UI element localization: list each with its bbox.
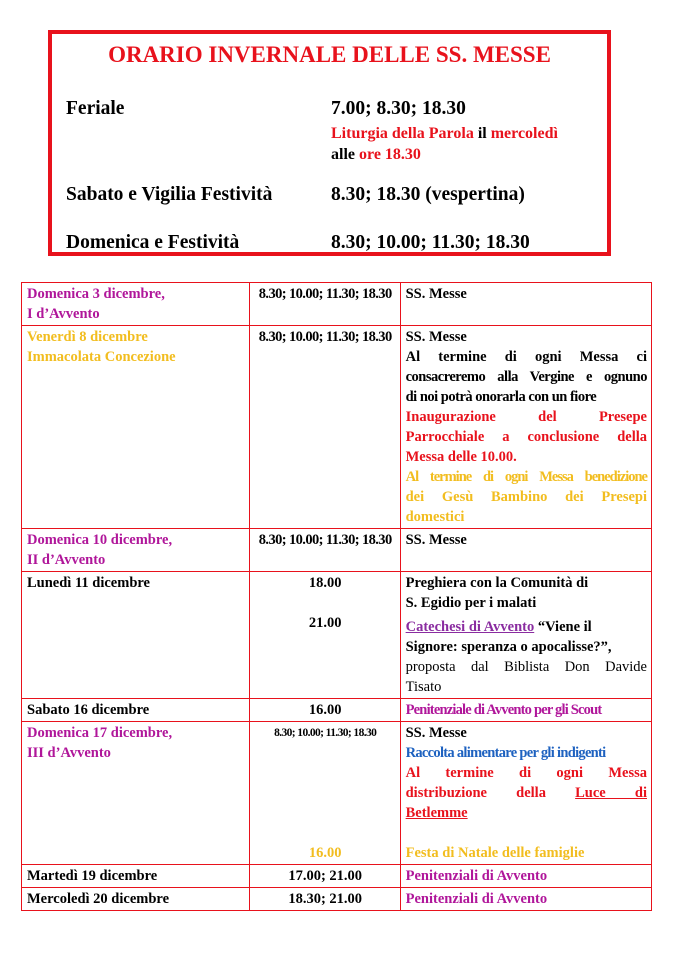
day-cell: Martedì 19 dicembre bbox=[22, 865, 250, 888]
sabato-times: 8.30; 18.30 (vespertina) bbox=[331, 184, 525, 205]
table-row bbox=[22, 699, 652, 722]
winter-schedule-box bbox=[48, 30, 611, 256]
day-cell: Domenica 17 dicembre, III d’Avvento bbox=[22, 722, 250, 865]
day-cell: Sabato 16 dicembre bbox=[22, 699, 250, 722]
feriale-label: Feriale bbox=[66, 98, 125, 119]
day-cell: Lunedì 11 dicembre bbox=[22, 572, 250, 699]
time-cell: 17.00; 21.00 bbox=[249, 865, 400, 888]
event-cell: Penitenziali di Avvento bbox=[400, 888, 651, 911]
event-cell: SS. Messe Al termine di ogni Messa ci consacreremo alla Vergine e ognuno di noi potrà onorarla con un fiore Inaugurazione del Presepe Parrocchiale a conclusione della Messa delle 10.00. Al termine di ogni Messa benedizione dei Gesù Bambino dei Presepi domestici bbox=[400, 326, 651, 529]
day-cell: Domenica 10 dicembre, II d’Avvento bbox=[22, 529, 250, 572]
day-cell: Domenica 3 dicembre, I d’Avvento bbox=[22, 283, 250, 326]
time-cell: 18.30; 21.00 bbox=[249, 888, 400, 911]
event-cell: SS. Messe Raccolta alimentare per gli indigenti Al termine di ogni Messa distribuzione della Luce di Betlemme Festa di Natale delle famiglie bbox=[400, 722, 651, 865]
time-cell: 8.30; 10.00; 11.30; 18.30 16.00 bbox=[249, 722, 400, 865]
domenica-label: Domenica e Festività bbox=[66, 232, 240, 253]
time-cell: 8.30; 10.00; 11.30; 18.30 bbox=[249, 529, 400, 572]
page-title: ORARIO INVERNALE DELLE SS. MESSE bbox=[108, 42, 551, 67]
day-cell: Mercoledì 20 dicembre bbox=[22, 888, 250, 911]
event-cell: SS. Messe bbox=[400, 529, 651, 572]
domenica-times: 8.30; 10.00; 11.30; 18.30 bbox=[331, 232, 530, 253]
table-row bbox=[22, 572, 652, 699]
sabato-label: Sabato e Vigilia Festività bbox=[66, 184, 273, 205]
feriale-times: 7.00; 8.30; 18.30 bbox=[331, 98, 466, 119]
table-row bbox=[22, 888, 652, 911]
time-cell: 8.30; 10.00; 11.30; 18.30 bbox=[249, 283, 400, 326]
event-cell: Penitenziale di Avvento per gli Scout bbox=[400, 699, 651, 722]
feriale-note-line2: alle ore 18.30 bbox=[331, 146, 421, 163]
table-row bbox=[22, 326, 652, 529]
table-row bbox=[22, 529, 652, 572]
feriale-note-line1: Liturgia della Parola il mercoledì bbox=[331, 125, 558, 142]
event-cell: Penitenziali di Avvento bbox=[400, 865, 651, 888]
time-cell: 8.30; 10.00; 11.30; 18.30 bbox=[249, 326, 400, 529]
table-row bbox=[22, 283, 652, 326]
table-row bbox=[22, 722, 652, 865]
day-cell: Venerdì 8 dicembre Immacolata Concezione bbox=[22, 326, 250, 529]
time-cell: 16.00 bbox=[249, 699, 400, 722]
table-row bbox=[22, 865, 652, 888]
event-cell: SS. Messe bbox=[400, 283, 651, 326]
events-table bbox=[21, 282, 652, 911]
time-cell: 18.00 21.00 bbox=[249, 572, 400, 699]
event-cell: Preghiera con la Comunità di S. Egidio per i malati Catechesi di Avvento “Viene il Signore: speranza o apocalisse?”, proposta dal Biblista Don Davide Tisato bbox=[400, 572, 651, 699]
